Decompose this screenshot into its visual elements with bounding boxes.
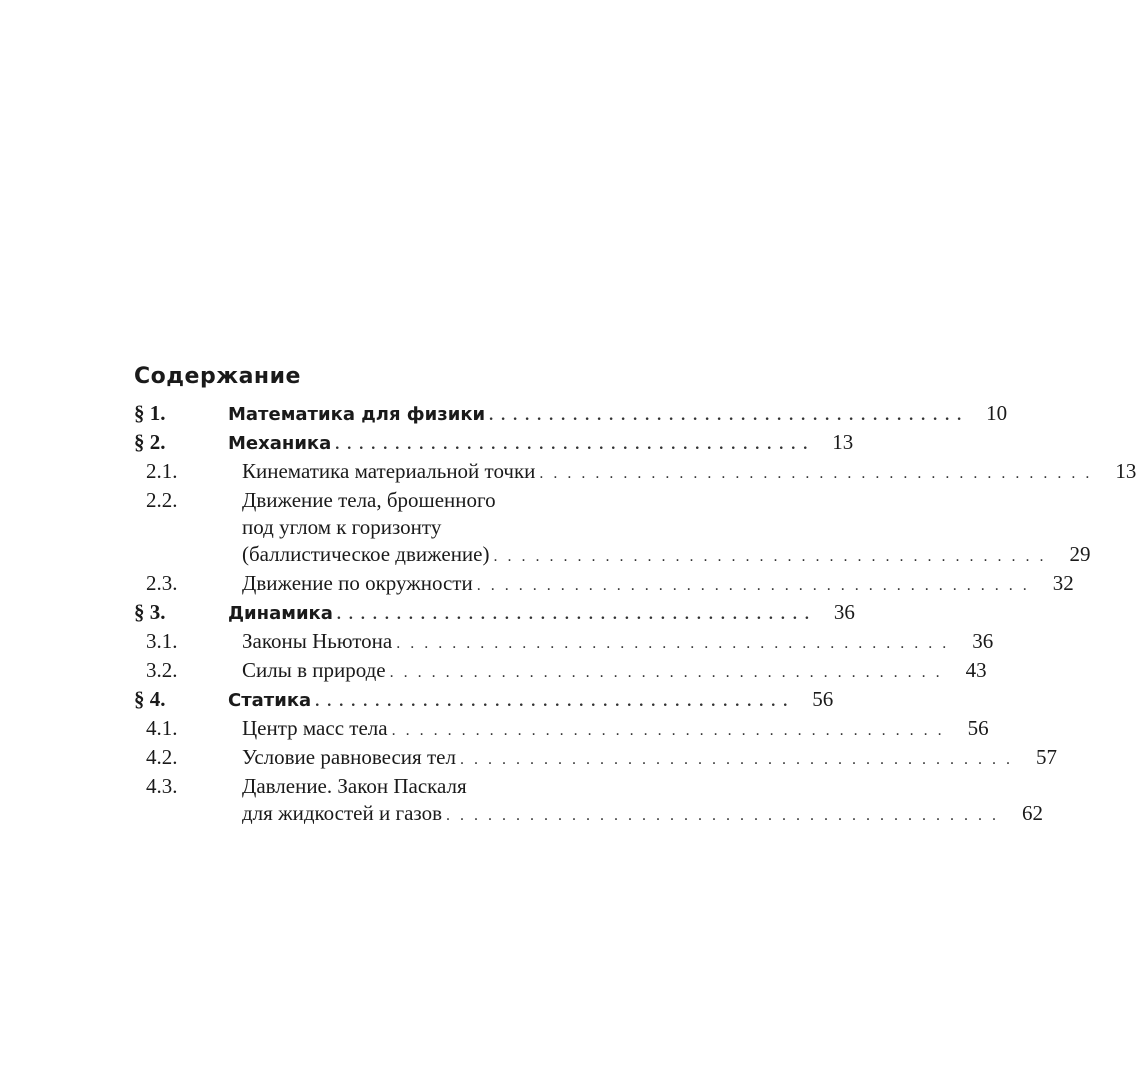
page-number: 29 [1069,542,1091,566]
entry-title: Механика [228,433,332,454]
page-number: 13 [1115,459,1136,483]
dot-leader: . . . . . . . . . . . . . . . . . . . . . . . . . . . . . . . . . . . . . . . . [476,577,1030,594]
entry-number: 4.1. [146,716,178,740]
dot-leader: . . . . . . . . . . . . . . . . . . . . . . . . . . . . . . . . . . . . . . . . [489,407,964,424]
entry-title: Условие равновесия тел [242,745,456,769]
toc-entry-section-4 [134,686,834,715]
page-number: 13 [832,430,854,454]
entry-number: § 1. [134,401,166,425]
entry-title: Динамика [228,603,333,624]
entry-title: Математика для физики [228,404,486,425]
toc-entry-section-2 [134,429,854,458]
entry-number: 2.2. [146,488,178,512]
dot-leader: . . . . . . . . . . . . . . . . . . . . . . . . . . . . . . . . . . . . . . . . [396,635,950,652]
entry-number: 2.1. [146,459,178,483]
entry-number: 2.3. [146,571,178,595]
toc-entry-3-2 [134,657,987,686]
dot-leader: . . . . . . . . . . . . . . . . . . . . . . . . . . . . . . . . . . . . . . . . [445,807,999,824]
entry-title: (баллистическое движение) [242,542,490,566]
page-number: 32 [1052,571,1074,595]
toc-entry-section-3 [134,599,855,628]
dot-leader: . . . . . . . . . . . . . . . . . . . . . . . . . . . . . . . . . . . . . . . . [389,664,943,681]
page-number: 56 [812,687,834,711]
toc-entry-4-2 [134,744,1057,773]
entry-title: Законы Ньютона [242,629,393,653]
entry-title-line: под углом к горизонту [242,515,442,539]
entry-title: для жидкостей и газов [242,801,442,825]
dot-leader: . . . . . . . . . . . . . . . . . . . . . . . . . . . . . . . . . . . . . . . . [539,465,1093,482]
entry-number: § 2. [134,430,166,454]
toc-entry-4-3 [134,773,1043,829]
table-of-contents [134,362,1136,829]
entry-number: § 3. [134,600,166,624]
dot-leader: . . . . . . . . . . . . . . . . . . . . . . . . . . . . . . . . . . . . . . . . [315,693,790,710]
entry-title: Центр масс тела [242,716,388,740]
entry-title-line: Давление. Закон Паскаля [242,774,467,798]
dot-leader: . . . . . . . . . . . . . . . . . . . . . . . . . . . . . . . . . . . . . . . . [493,548,1047,565]
page-number: 56 [967,716,989,740]
entry-title: Кинематика материальной точки [242,459,536,483]
toc-entry-4-1 [134,715,989,744]
dot-leader: . . . . . . . . . . . . . . . . . . . . . . . . . . . . . . . . . . . . . . . . [391,722,945,739]
entry-number: 3.2. [146,658,178,682]
toc-entry-3-1 [134,628,994,657]
entry-number: 4.2. [146,745,178,769]
toc-entry-section-1 [134,400,1008,429]
entry-number: 4.3. [146,774,178,798]
page-number: 57 [1035,745,1057,769]
page-number: 10 [986,401,1008,425]
entry-title: Статика [228,690,312,711]
toc-list [134,400,1136,829]
dot-leader: . . . . . . . . . . . . . . . . . . . . . . . . . . . . . . . . . . . . . . . . [335,436,810,453]
entry-number: 3.1. [146,629,178,653]
page-number: 43 [965,658,987,682]
toc-entry-2-1 [134,458,1136,487]
entry-title-line: Движение тела, брошенного [242,488,496,512]
entry-number: § 4. [134,687,166,711]
entry-title: Силы в природе [242,658,386,682]
dot-leader: . . . . . . . . . . . . . . . . . . . . . . . . . . . . . . . . . . . . . . . . [336,606,811,623]
toc-entry-2-2 [134,487,1091,570]
page-number: 62 [1021,801,1043,825]
dot-leader: . . . . . . . . . . . . . . . . . . . . . . . . . . . . . . . . . . . . . . . . [459,751,1013,768]
page-number: 36 [972,629,994,653]
toc-entry-2-3 [134,570,1074,599]
entry-title: Движение по окружности [242,571,473,595]
toc-title: Содержание [134,364,301,389]
page-number: 36 [833,600,855,624]
